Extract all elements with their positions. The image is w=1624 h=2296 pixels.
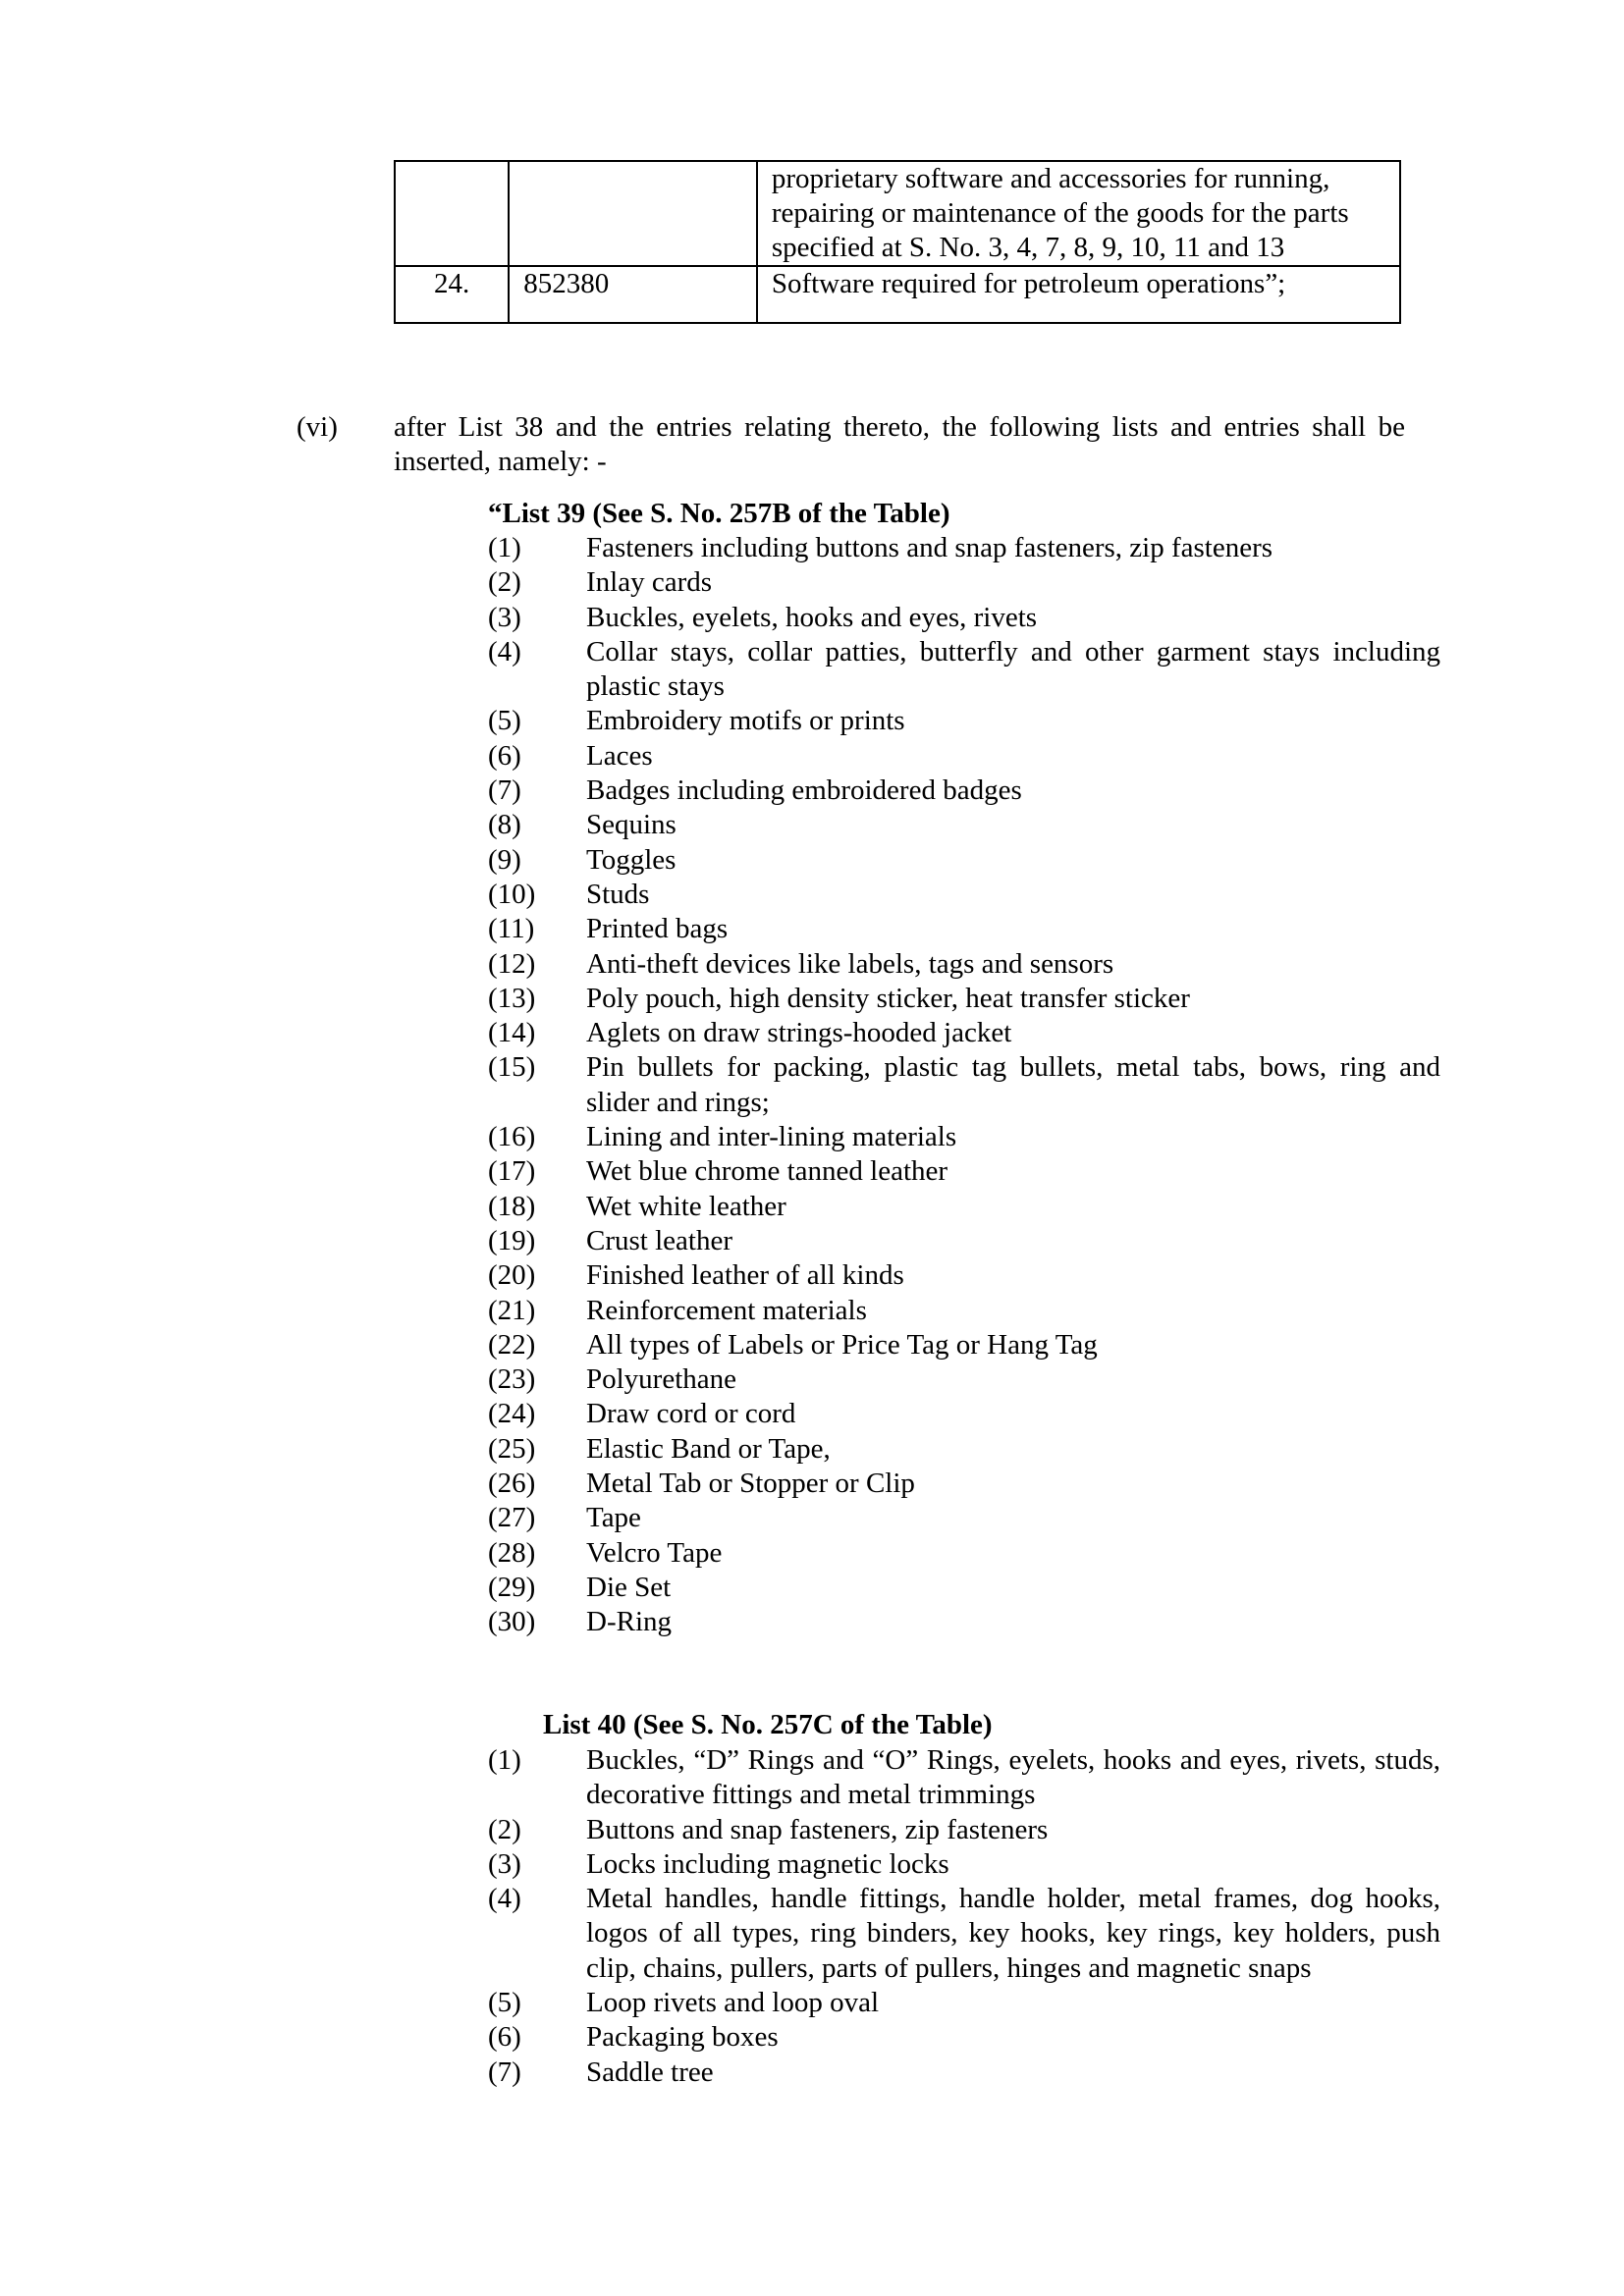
list-item bbox=[488, 1432, 1440, 1467]
item-number: (1) bbox=[488, 532, 521, 563]
description-cell bbox=[757, 266, 1400, 323]
list-item bbox=[488, 1224, 1440, 1258]
item-text: Sequins bbox=[586, 809, 677, 841]
item-number: (11) bbox=[488, 913, 535, 945]
item-number: (15) bbox=[488, 1051, 536, 1084]
item-text: Collar stays, collar patties, butterfly and other garment stays including plastic stays bbox=[586, 635, 1440, 703]
list-item bbox=[488, 947, 1440, 982]
item-number: (24) bbox=[488, 1398, 536, 1430]
item-number: (22) bbox=[488, 1328, 536, 1361]
list-item bbox=[488, 1501, 1440, 1535]
item-text: Studs bbox=[586, 878, 650, 910]
item-text: Crust leather bbox=[586, 1224, 732, 1256]
list-item bbox=[488, 1986, 1440, 2020]
list-item bbox=[488, 1536, 1440, 1571]
item-number: (27) bbox=[488, 1502, 536, 1534]
item-text: Draw cord or cord bbox=[586, 1398, 796, 1430]
list-item bbox=[488, 1328, 1440, 1362]
list-item bbox=[488, 531, 1440, 565]
list-item bbox=[488, 1362, 1440, 1397]
list-item bbox=[488, 982, 1440, 1016]
list-item bbox=[488, 843, 1440, 878]
item-number: (17) bbox=[488, 1155, 536, 1188]
list-item bbox=[488, 878, 1440, 912]
item-number: (5) bbox=[488, 1987, 521, 2019]
item-text: Inlay cards bbox=[586, 566, 713, 599]
item-text: Reinforcement materials bbox=[586, 1294, 867, 1326]
item-number: (29) bbox=[488, 1571, 536, 1603]
item-number: (18) bbox=[488, 1190, 536, 1222]
item-number: (25) bbox=[488, 1432, 536, 1465]
item-number: (26) bbox=[488, 1468, 536, 1500]
clause-text: after List 38 and the entries relating thereto, the following lists and entries shall be inserted, namely: - bbox=[394, 411, 1405, 477]
list-item bbox=[488, 1120, 1440, 1154]
list-item bbox=[488, 601, 1440, 635]
list-item bbox=[488, 1154, 1440, 1189]
list-item bbox=[488, 565, 1440, 600]
list-39-heading: “List 39 (See S. No. 257B of the Table) bbox=[488, 498, 950, 529]
tariff-table bbox=[394, 160, 1401, 324]
item-number: (30) bbox=[488, 1606, 536, 1638]
list-39 bbox=[488, 531, 1440, 1640]
list-item bbox=[488, 1847, 1440, 1882]
item-text: Lining and inter-lining materials bbox=[586, 1121, 957, 1153]
item-text: Elastic Band or Tape, bbox=[586, 1432, 831, 1465]
item-text: All types of Labels or Price Tag or Hang Tag bbox=[586, 1328, 1098, 1361]
item-text: Aglets on draw strings-hooded jacket bbox=[586, 1017, 1012, 1049]
list-item bbox=[488, 635, 1440, 705]
item-number: (3) bbox=[488, 601, 521, 633]
item-number: (28) bbox=[488, 1536, 536, 1569]
item-number: (16) bbox=[488, 1121, 536, 1153]
item-text: Buttons and snap fasteners, zip fasteners bbox=[586, 1813, 1049, 1845]
description-line: Software required for petroleum operations”; bbox=[771, 268, 1286, 299]
list-item bbox=[488, 1397, 1440, 1431]
list-item bbox=[488, 1190, 1440, 1224]
list-item bbox=[488, 808, 1440, 842]
item-number: (9) bbox=[488, 843, 521, 876]
item-text: Locks including magnetic locks bbox=[586, 1847, 949, 1880]
item-text: Finished leather of all kinds bbox=[586, 1259, 904, 1292]
item-number: (4) bbox=[488, 635, 521, 667]
item-number: (7) bbox=[488, 2056, 521, 2088]
item-text: D-Ring bbox=[586, 1606, 672, 1638]
item-number: (5) bbox=[488, 705, 521, 737]
description-line: proprietary software and accessories for running, bbox=[771, 163, 1330, 194]
item-text: Toggles bbox=[586, 843, 677, 876]
item-text: Fasteners including buttons and snap fasteners, zip fasteners bbox=[586, 532, 1273, 563]
sno-cell: 24. bbox=[395, 266, 509, 323]
item-text: Loop rivets and loop oval bbox=[586, 1987, 880, 2019]
list-item bbox=[488, 1050, 1440, 1120]
item-number: (21) bbox=[488, 1294, 536, 1326]
item-number: (1) bbox=[488, 1744, 521, 1776]
item-number: (20) bbox=[488, 1259, 536, 1292]
list-item bbox=[488, 1258, 1440, 1293]
list-item bbox=[488, 1882, 1440, 1986]
list-item bbox=[488, 1294, 1440, 1328]
item-text: Buckles, “D” Rings and “O” Rings, eyelets, hooks and eyes, rivets, studs, decorative fittings and metal trimmings bbox=[586, 1744, 1440, 1811]
item-number: (6) bbox=[488, 2021, 521, 2054]
list-item bbox=[488, 1571, 1440, 1605]
item-text: Metal handles, handle fittings, handle holder, metal frames, dog hooks, logos of all types, ring binders, key hooks, key rings, key holders, push clip, chains, pullers, parts of pullers, hinges and magnetic snaps bbox=[586, 1883, 1440, 1984]
item-number: (12) bbox=[488, 947, 536, 980]
list-40-heading: List 40 (See S. No. 257C of the Table) bbox=[543, 1709, 993, 1740]
item-text: Pin bullets for packing, plastic tag bullets, metal tabs, bows, ring and slider and rings; bbox=[586, 1051, 1440, 1118]
item-text: Embroidery motifs or prints bbox=[586, 705, 905, 737]
item-number: (7) bbox=[488, 774, 521, 807]
description-cell bbox=[757, 161, 1400, 266]
item-number: (14) bbox=[488, 1017, 536, 1049]
item-text: Badges including embroidered badges bbox=[586, 774, 1022, 807]
list-item bbox=[488, 1016, 1440, 1050]
list-item bbox=[488, 1467, 1440, 1501]
item-text: Wet blue chrome tanned leather bbox=[586, 1155, 948, 1188]
item-text: Packaging boxes bbox=[586, 2021, 779, 2054]
item-number: (10) bbox=[488, 878, 536, 910]
item-number: (4) bbox=[488, 1883, 521, 1915]
list-item bbox=[488, 1743, 1440, 1813]
item-number: (19) bbox=[488, 1224, 536, 1256]
list-item bbox=[488, 2056, 1440, 2090]
code-cell bbox=[509, 161, 757, 266]
list-item bbox=[488, 1605, 1440, 1639]
item-text: Buckles, eyelets, hooks and eyes, rivets bbox=[586, 601, 1038, 633]
description-line: specified at S. No. 3, 4, 7, 8, 9, 10, 11 and 13 bbox=[771, 232, 1285, 263]
item-text: Anti-theft devices like labels, tags and sensors bbox=[586, 947, 1114, 980]
item-text: Printed bags bbox=[586, 913, 729, 945]
item-text: Metal Tab or Stopper or Clip bbox=[586, 1468, 915, 1500]
sno-cell bbox=[395, 161, 509, 266]
list-item bbox=[488, 774, 1440, 808]
item-number: (2) bbox=[488, 1813, 521, 1845]
item-number: (3) bbox=[488, 1847, 521, 1880]
list-40 bbox=[488, 1743, 1440, 2090]
table-row bbox=[395, 266, 1400, 323]
item-number: (2) bbox=[488, 566, 521, 599]
item-number: (6) bbox=[488, 739, 521, 772]
item-text: Poly pouch, high density sticker, heat transfer sticker bbox=[586, 982, 1190, 1014]
item-number: (13) bbox=[488, 982, 536, 1014]
code-cell: 852380 bbox=[509, 266, 757, 323]
item-text: Tape bbox=[586, 1502, 641, 1534]
item-text: Wet white leather bbox=[586, 1190, 786, 1222]
item-text: Die Set bbox=[586, 1571, 672, 1603]
item-text: Laces bbox=[586, 739, 653, 772]
item-text: Velcro Tape bbox=[586, 1536, 723, 1569]
item-text: Polyurethane bbox=[586, 1363, 737, 1396]
clause-number: (vi) bbox=[297, 411, 338, 443]
table-row bbox=[395, 161, 1400, 266]
list-item bbox=[488, 2020, 1440, 2055]
item-number: (23) bbox=[488, 1363, 536, 1396]
item-text: Saddle tree bbox=[586, 2056, 714, 2088]
description-line: repairing or maintenance of the goods for the parts bbox=[771, 197, 1349, 229]
item-number: (8) bbox=[488, 809, 521, 841]
list-item bbox=[488, 1813, 1440, 1847]
list-item bbox=[488, 912, 1440, 946]
list-item bbox=[488, 739, 1440, 774]
list-item bbox=[488, 704, 1440, 738]
